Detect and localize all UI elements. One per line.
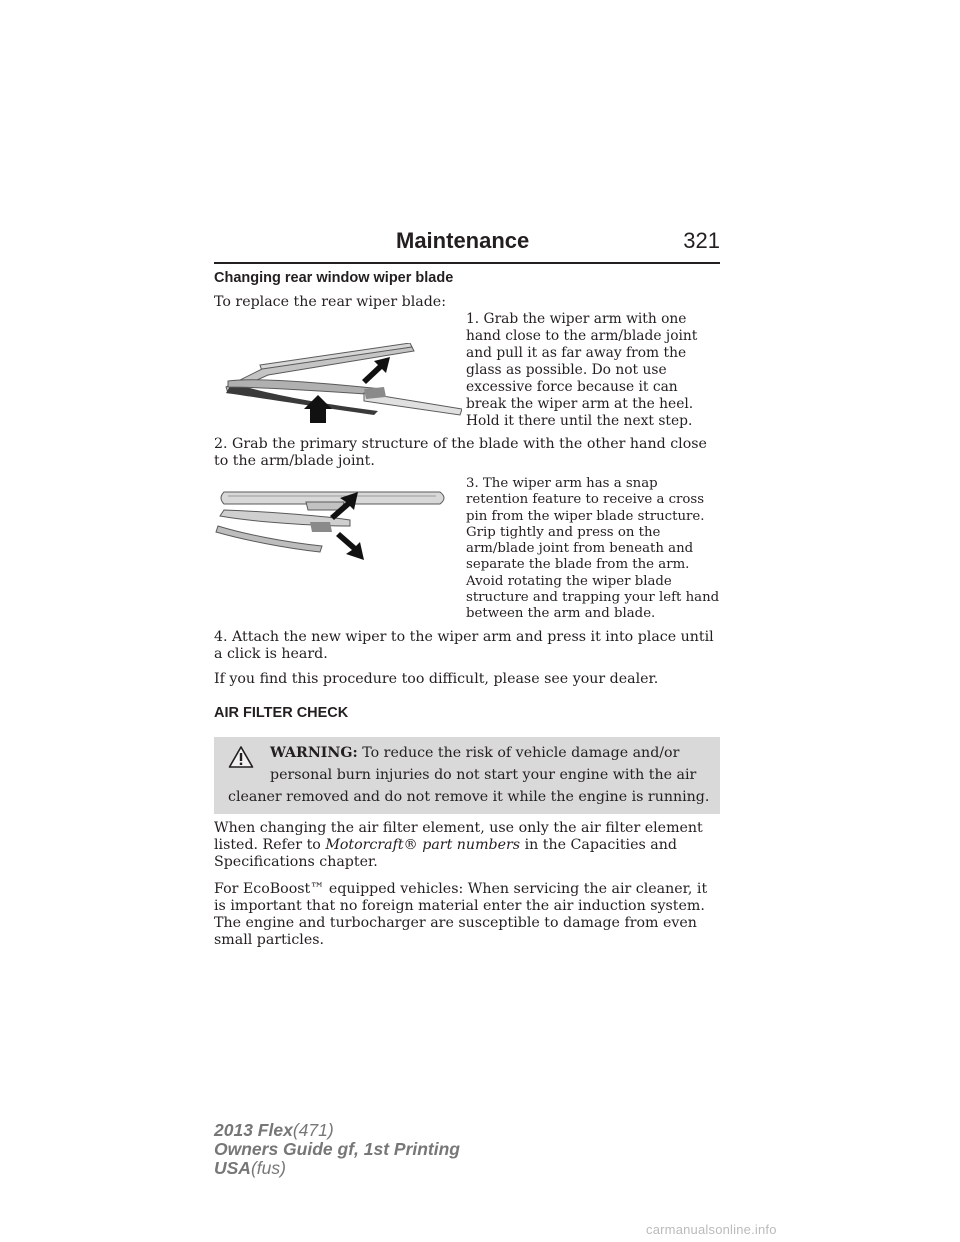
step1-row: [214, 311, 720, 430]
page-number: 321: [683, 228, 720, 253]
step3-text: 3. The wiper arm has a snap retention feature to receive a cross pin from the wiper blade structure. Grip tightly and press on the arm/blade joint from beneath and separate the blade from the arm. Avoid rotating the wiper blade structure and trapping your left hand between the arm and blade.: [466, 476, 720, 622]
rear-wiper-intro: To replace the rear wiper blade:: [214, 294, 446, 310]
footer-model-line: [214, 1121, 460, 1140]
section-title: Maintenance: [396, 228, 530, 253]
footer-model: 2013 Flex: [214, 1120, 293, 1140]
rear-wiper-heading: Changing rear window wiper blade: [214, 270, 454, 286]
air-filter-para1-end: in the Capacities and Specifications chapter.: [214, 836, 677, 870]
footer-guide: Owners Guide gf, 1st Printing: [214, 1139, 460, 1159]
warning-text: To reduce the risk of vehicle damage and/or personal burn injuries do not start your engine with the air cleaner removed and do not remove it while the engine is running.: [228, 744, 710, 805]
ecoboost-paragraph: For EcoBoost™ equipped vehicles: When servicing the air cleaner, it is important that no foreign material enter the air induction system. The engine and turbocharger are susceptible to damage from even small particles.: [214, 880, 708, 948]
footer-market-line: [214, 1159, 460, 1178]
footer-model-code: (471): [292, 1120, 334, 1140]
step4-text: 4. Attach the new wiper to the wiper arm and press it into place until a click is heard.: [214, 628, 714, 662]
watermark: carmanualsonline.info: [646, 1222, 777, 1237]
dealer-note: If you find this procedure too difficult, please see your dealer.: [214, 670, 659, 687]
motorcraft-reference: Motorcraft® part numbers: [325, 836, 521, 853]
warning-box: [214, 737, 720, 814]
page-header: [214, 226, 720, 264]
footer-market-code: (fus): [250, 1158, 286, 1178]
air-filter-para1-start: When changing the air filter element, use only the air filter element listed. Refer to: [214, 819, 703, 853]
wiper-arm-pull-illustration: [214, 343, 462, 423]
warning-triangle-icon: [228, 745, 254, 769]
step2-text: 2. Grab the primary structure of the blade with the other hand close to the arm/blade joint.: [214, 436, 707, 469]
page-content: [214, 268, 720, 949]
step3-row: [214, 476, 720, 623]
air-filter-paragraph-1: [214, 820, 720, 871]
air-filter-heading: AIR FILTER CHECK: [214, 704, 349, 721]
page-footer: [214, 1121, 460, 1178]
footer-market: USA: [214, 1158, 251, 1178]
warning-label: WARNING:: [270, 744, 358, 761]
wiper-arm-release-illustration: [214, 486, 450, 566]
step1-text: 1. Grab the wiper arm with one hand close to the arm/blade joint and pull it as far away from the glass as possible. Do not use excessive force because it can break the wiper arm at the heel. Hold it there until the next step.: [466, 311, 698, 429]
